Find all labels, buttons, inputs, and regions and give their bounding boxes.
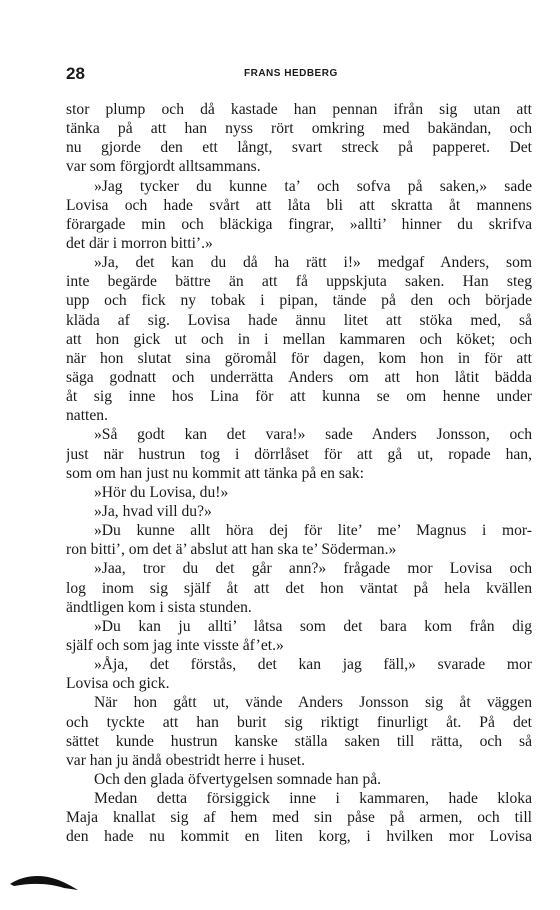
- text-line: Medan detta försiggick inne i kammaren, hade kloka: [94, 790, 532, 808]
- text-line: »Åja, det förstås, det kan jag fäll,» svarade mor: [94, 656, 532, 674]
- text-line: när hon slutat sina göromål för dagen, kom hon in för att: [66, 349, 532, 367]
- page-header: [66, 64, 530, 84]
- text-line: förargade min och bläckiga fingrar, »allti’ hinner du skrifva: [66, 215, 532, 233]
- text-line: Och den glada öfvertygelsen somnade han på.: [94, 770, 382, 788]
- ink-blot-mark: [8, 870, 80, 892]
- text-line: upp och fick ny tobak i pipan, tände på den och började: [66, 292, 532, 310]
- text-line: Lovisa och hade svårt att låta bli att skratta åt mannens: [66, 196, 532, 214]
- text-line: log inom sig själf åt att det hon väntat på hela kvällen: [66, 579, 532, 597]
- text-line: inte begärde bättre än att få uppskjuta saken. Han steg: [66, 273, 532, 291]
- text-line: stor plump och då kastade han pennan ifrån sig utan att: [66, 101, 532, 118]
- text-line: Maja knallat sig af hem med sin påse på armen, och till: [66, 809, 532, 827]
- running-head: FRANS HEDBERG: [244, 68, 338, 79]
- text-line: När hon gått ut, vände Anders Jonsson sig åt väggen: [94, 694, 532, 712]
- body-text: [66, 100, 532, 846]
- text-line: nu gjorde den ett långt, svart streck på papperet. Det: [66, 139, 532, 157]
- text-line: Lovisa och gick.: [66, 675, 170, 693]
- page-number: 28: [66, 64, 85, 83]
- text-line: »Så godt kan det vara!» sade Anders Jonsson, och: [94, 426, 532, 444]
- text-line: själf och som jag inte visste åf’et.»: [66, 636, 284, 654]
- text-line: sättet kunde hustrun kanske ställa saken till rätta, och så: [66, 732, 532, 750]
- text-line: »Ja, hvad vill du?»: [94, 502, 212, 520]
- text-line: att hon gick ut och in i mellan kammaren och köket; och: [66, 330, 532, 348]
- text-line: kläda af sig. Lovisa hade ännu litet att stöka med, så: [66, 311, 532, 329]
- text-line: »Hör du Lovisa, du!»: [94, 483, 229, 501]
- text-line: just när hustrun tog i dörrlåset för att gå ut, ropade han,: [66, 445, 532, 463]
- text-line: den hade nu kommit en liten korg, i hvilken mor Lovisa: [66, 828, 532, 846]
- text-line: som om han just nu kommit att tänka på en sak:: [66, 464, 364, 482]
- text-line: var han ju ändå obestridt herre i huset.: [66, 751, 306, 769]
- text-line: säga godnatt och underrätta Anders om att hon låtit bädda: [66, 368, 532, 386]
- text-line: »Ja, det kan du då ha rätt i!» medgaf Anders, som: [94, 254, 532, 272]
- text-line: var som förgjordt alltsammans.: [66, 158, 261, 176]
- text-line: ron bitti’, om det ä’ abslut att han ska te’ Söderman.»: [66, 541, 397, 559]
- text-line: tänka på att han nyss rört omkring med bakändan, och: [66, 120, 532, 138]
- text-line: ändtligen kom i sista stunden.: [66, 598, 252, 616]
- text-line: åt sig inne hos Lina för att kunna se om henne under: [66, 388, 532, 406]
- text-line: det där i morron bitti’.»: [66, 234, 213, 252]
- text-line: »Jaa, tror du det går ann?» frågade mor Lovisa och: [94, 560, 532, 578]
- text-line: »Du kan ju allti’ låtsa som det bara kom från dig: [94, 617, 532, 635]
- text-line: natten.: [66, 407, 108, 425]
- text-line: »Jag tycker du kunne ta’ och sofva på saken,» sade: [94, 177, 532, 195]
- text-line: och tyckte att han burit sig riktigt finurligt åt. På det: [66, 713, 532, 731]
- text-line: »Du kunne allt höra dej för lite’ me’ Magnus i mor-: [94, 522, 532, 540]
